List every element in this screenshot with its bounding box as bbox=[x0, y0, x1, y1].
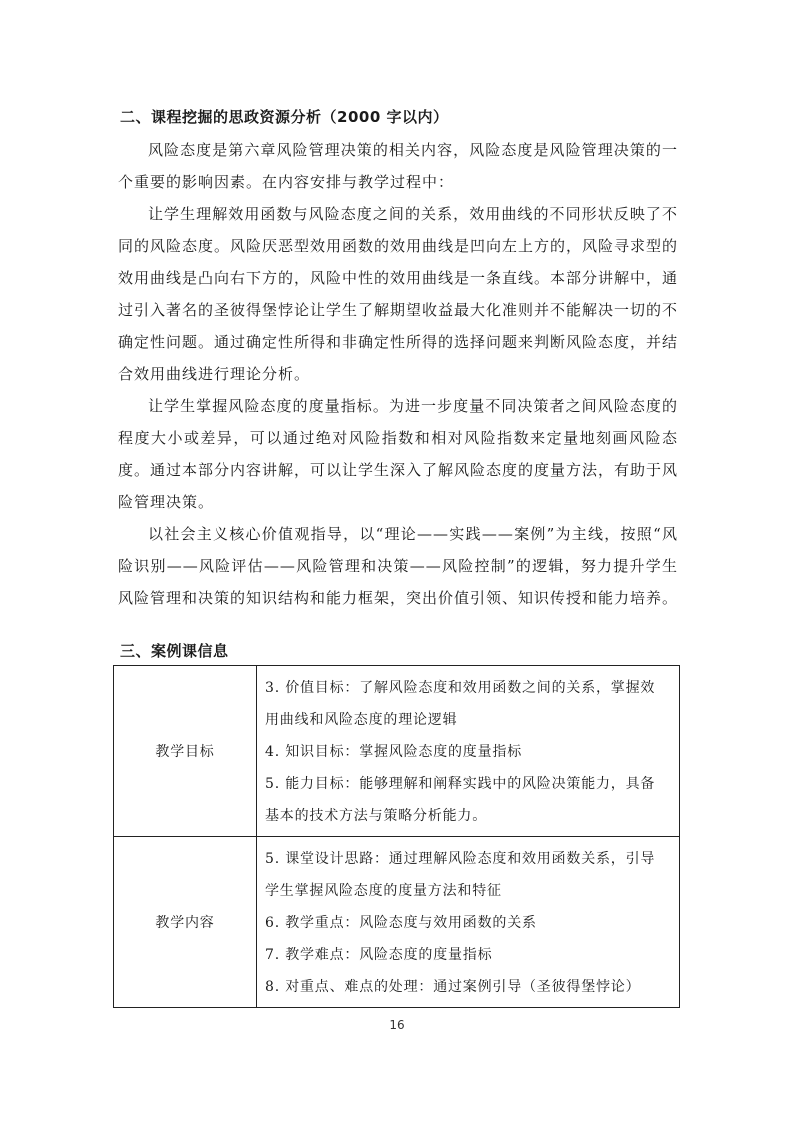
list-item: 3. 价值目标：了解风险态度和效用函数之间的关系，掌握效用曲线和风险态度的理论逻辑 bbox=[265, 680, 656, 728]
row-label-teaching-goals: 教学目标 bbox=[114, 666, 257, 837]
section-heading-resource-analysis: 二、课程挖掘的思政资源分析（2000 字以内） bbox=[120, 108, 449, 126]
row-content-teaching-goals bbox=[257, 666, 680, 837]
paragraph-core-values: 以社会主义核心价值观指导，以“理论——实践——案例”为主线，按照“风险识别——风险评估——风险管理和决策——风险控制”的逻辑，努力提升学生风险管理和决策的知识结构和能力框架，突出价值引领、知识传授和能力培养。 bbox=[118, 525, 679, 607]
list-item: 8. 对重点、难点的处理：通过案例引导（圣彼得堡悖论） bbox=[265, 979, 641, 995]
list-item: 4. 知识目标：掌握风险态度的度量指标 bbox=[265, 744, 523, 760]
section-heading-case-info: 三、案例课信息 bbox=[120, 642, 229, 660]
paragraph-risk-measures: 让学生掌握风险态度的度量指标。为进一步度量不同决策者之间风险态度的程度大小或差异，可以通过绝对风险指数和相对风险指数来定量地刻画风险态度。通过本部分内容讲解，可以让学生深入了解风险态度的度量方法，有助于风险管理决策。 bbox=[118, 397, 679, 511]
list-item: 5. 课堂设计思路：通过理解风险态度和效用函数关系，引导学生掌握风险态度的度量方法和特征 bbox=[265, 851, 656, 899]
table-row bbox=[114, 837, 680, 1008]
paragraph-intro: 风险态度是第六章风险管理决策的相关内容，风险态度是风险管理决策的一个重要的影响因素。在内容安排与教学过程中： bbox=[118, 141, 678, 191]
row-content-teaching-content bbox=[257, 837, 680, 1008]
page-number: 16 bbox=[389, 1018, 405, 1032]
list-item: 5. 能力目标：能够理解和阐释实践中的风险决策能力，具备基本的技术方法与策略分析能力。 bbox=[265, 776, 656, 824]
list-item: 7. 教学难点：风险态度的度量指标 bbox=[265, 947, 493, 963]
table-row bbox=[114, 666, 680, 837]
case-info-table bbox=[113, 665, 680, 1008]
list-item: 6. 教学重点：风险态度与效用函数的关系 bbox=[265, 915, 537, 931]
paragraph-utility-theory: 让学生理解效用函数与风险态度之间的关系，效用曲线的不同形状反映了不同的风险态度。风险厌恶型效用函数的效用曲线是凹向左上方的，风险寻求型的效用曲线是凸向右下方的，风险中性的效用曲线是一条直线。本部分讲解中，通过引入著名的圣彼得堡悖论让学生了解期望收益最大化准则并不能解决一切的不确定性问题。通过确定性所得和非确定性所得的选择问题来判断风险态度，并结合效用曲线进行理论分析。 bbox=[118, 205, 679, 383]
row-label-teaching-content: 教学内容 bbox=[114, 837, 257, 1008]
